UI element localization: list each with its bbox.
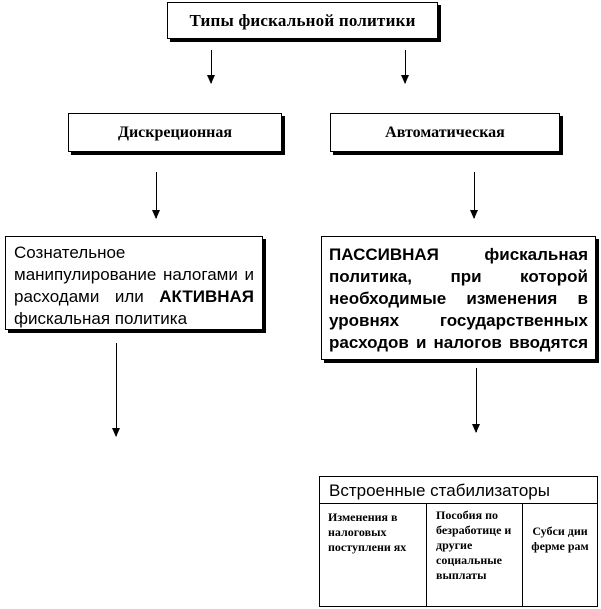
root-node-label: Типы фискальной политики [189,10,416,30]
arrow-passive-to-stabilizers [476,368,477,432]
stabilizer-tax-revenue: Изменения в налоговых поступлени ях [320,504,427,607]
node-active-policy [5,236,263,330]
node-automatic-label: Автоматическая [385,123,505,141]
stabilizer-farm-subsidies: Субси дии ферме рам [531,524,589,553]
passive-policy-lead: ПАССИВНАЯ [329,245,439,264]
arrow-discretionary-to-active [156,172,157,218]
node-discretionary [68,113,282,152]
active-policy-tail: фискальная политика [14,309,188,328]
node-built-in-stabilizers [319,476,598,607]
node-automatic [330,113,560,152]
active-policy-text: Сознательное манипулирование налогами и расходами или [14,243,254,306]
node-discretionary-label: Дискреционная [117,123,233,141]
arrow-root-to-automatic [405,50,406,83]
active-policy-emphasis: АКТИВНАЯ [159,287,254,306]
stabilizers-title: Встроенные стабилизаторы [320,477,597,504]
passive-policy-text: фискальная политика, при которой необходимые изменения в уровнях государственных расходов и налогов вводятся [329,245,588,352]
arrow-automatic-to-passive [474,172,475,218]
root-node-fiscal-policy-types [167,2,438,39]
arrow-root-to-discretionary [211,50,212,83]
stabilizer-unemployment-benefits: Пособия по безработице и другие социальные выплаты [427,504,523,607]
node-passive-policy [321,236,596,360]
arrow-active-down [116,343,117,436]
